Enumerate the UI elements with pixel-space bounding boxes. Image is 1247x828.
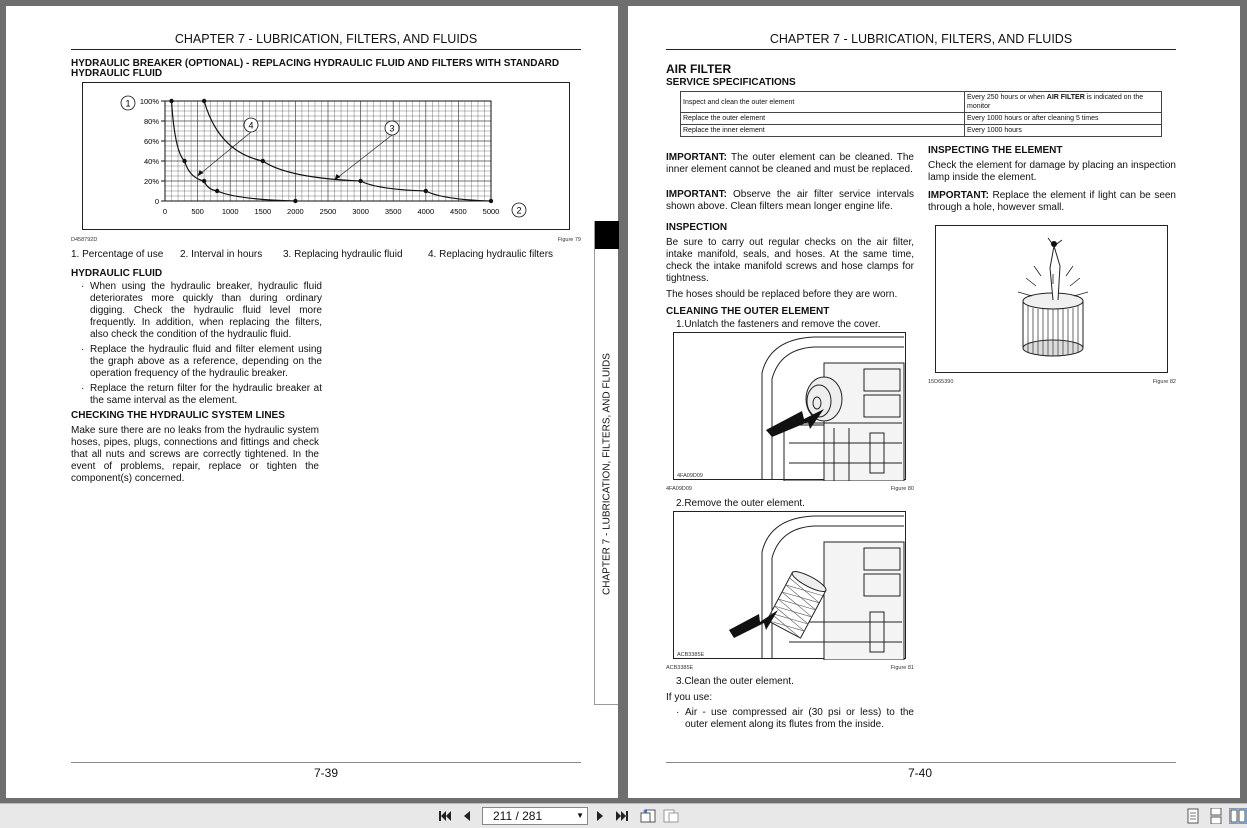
y-tick-label: 80% — [143, 117, 159, 126]
page-title: AIR FILTER — [666, 62, 732, 76]
page-header: CHAPTER 7 - LUBRICATION, FILTERS, AND FLUIDS — [174, 32, 478, 46]
important-note: IMPORTANT: The outer element can be cleaned. The inner element cannot be cleaned and must be replaced. — [666, 152, 914, 175]
table-cell: Every 1000 hours — [965, 125, 1162, 137]
first-page-button[interactable] — [437, 808, 453, 824]
list-item: · Replace the return filter for the hydraulic breaker at the same interval as the element. — [76, 383, 322, 407]
list-item: · Air - use compressed air (30 psi or less) to the outer element along its flutes from the inside. — [671, 707, 914, 731]
page-selector[interactable] — [482, 807, 588, 825]
y-tick-label: 0 — [154, 197, 159, 206]
data-point — [169, 99, 173, 103]
figure-81-image — [673, 511, 906, 659]
header-rule — [71, 49, 581, 50]
continuous-view-button[interactable] — [1208, 808, 1224, 824]
data-point — [489, 199, 493, 203]
last-page-icon — [614, 808, 630, 824]
previous-page-button[interactable] — [460, 808, 474, 824]
table-row — [681, 125, 1162, 137]
forward-view-icon — [662, 808, 680, 824]
tab-marker — [595, 221, 619, 249]
x-tick-label: 3000 — [352, 207, 369, 216]
x-tick-label: 5000 — [482, 207, 500, 216]
x-tick-label: 500 — [191, 207, 204, 216]
cylinder-filter-icon — [767, 568, 828, 638]
single-page-icon — [1185, 808, 1201, 824]
service-spec-table — [680, 91, 1162, 137]
page-indicator: 211 / 281 — [493, 809, 543, 823]
lamp-icon — [1051, 241, 1057, 247]
page-header: CHAPTER 7 - LUBRICATION, FILTERS, AND FLUIDS — [769, 32, 1073, 46]
table-cell: Replace the outer element — [681, 113, 965, 125]
figure-label: Figure 82 — [1152, 379, 1176, 385]
cleaning-title: CLEANING THE OUTER ELEMENT — [666, 306, 830, 317]
footer-rule — [71, 762, 581, 763]
inspection-lamp-illustration — [936, 226, 1169, 374]
callout-label: 1 — [125, 98, 131, 109]
x-tick-label: 3500 — [384, 207, 402, 216]
legend-item: 4. Replacing hydraulic filters — [428, 249, 554, 260]
usage-chart-figure — [82, 82, 570, 230]
data-point — [202, 99, 206, 103]
callout-label: 4 — [248, 120, 254, 131]
data-point — [424, 189, 428, 193]
viewer-toolbar — [0, 803, 1247, 828]
continuous-page-icon — [1208, 808, 1224, 824]
data-point — [293, 199, 297, 203]
hoses-text: The hoses should be replaced before they are worn. — [666, 289, 898, 300]
table-cell: Replace the inner element — [681, 125, 965, 137]
callout-label: 2 — [516, 205, 522, 216]
figure-label: Figure 80 — [890, 486, 914, 492]
step-2: 2.Remove the outer element. — [676, 498, 805, 509]
figure-code: 4FA09D09 — [666, 486, 692, 492]
back-view-icon — [639, 808, 657, 824]
table-row — [681, 113, 1162, 125]
history-back-button[interactable] — [639, 808, 657, 824]
y-tick-label: 100% — [139, 97, 159, 106]
left-page — [6, 6, 618, 798]
y-tick-label: 60% — [143, 137, 159, 146]
table-cell: Every 250 hours or when AIR FILTER is indicated on the monitor — [965, 92, 1162, 113]
legend-item: 1. Percentage of use — [71, 249, 164, 260]
table-row — [681, 92, 1162, 113]
data-point — [182, 159, 186, 163]
figure-80-image — [673, 332, 906, 480]
data-point — [202, 179, 206, 183]
y-tick-label: 20% — [143, 177, 159, 186]
table-cell: Inspect and clean the outer element — [681, 92, 965, 113]
side-tab-label: CHAPTER 7 - LUBRICATION, FILTERS, AND FLUIDS — [601, 353, 613, 595]
data-point — [215, 189, 219, 193]
x-tick-label: 2000 — [287, 207, 304, 216]
hydraulic-fluid-list — [76, 281, 322, 410]
figure-label: Figure 81 — [890, 665, 914, 671]
usage-chart — [83, 83, 571, 231]
figure-inset-code: 4FA09D09 — [677, 473, 703, 479]
figure-82-image — [935, 225, 1168, 373]
x-tick-label: 2500 — [319, 207, 337, 216]
header-rule — [666, 49, 1176, 50]
inspecting-text: Check the element for damage by placing an inspection lamp inside the element. — [928, 160, 1176, 183]
inspection-text: Be sure to carry out regular checks on the air filter, intake manifold, seals, and hoses. At the same time, check the intake manifold screws and hose clamps for tightness. — [666, 237, 914, 284]
hydraulic-fluid-title: HYDRAULIC FLUID — [71, 268, 163, 279]
table-cell: Every 1000 hours or after cleaning 5 times — [965, 113, 1162, 125]
page-number: 7-40 — [907, 766, 933, 780]
x-tick-label: 1500 — [254, 207, 272, 216]
air-list — [671, 707, 914, 734]
figure-code: D458792D — [71, 237, 98, 243]
figure-label: Figure 79 — [557, 237, 581, 243]
single-page-view-button[interactable] — [1185, 808, 1201, 824]
inspection-title: INSPECTION — [666, 222, 728, 233]
history-forward-button[interactable] — [662, 808, 680, 824]
x-tick-label: 0 — [162, 207, 168, 216]
next-page-button[interactable] — [593, 808, 607, 824]
checking-text: Make sure there are no leaks from the hydraulic system hoses, pipes, plugs, connections and fittings and check that all nuts and screws are correctly tightened. In the event of problems, repair, replace or tighten the component(s) concerned. — [71, 425, 319, 484]
facing-pages-view-button[interactable] — [1229, 808, 1247, 824]
facing-pages-icon — [1230, 809, 1246, 823]
legend-item: 3. Replacing hydraulic fluid — [283, 249, 403, 260]
checking-title: CHECKING THE HYDRAULIC SYSTEM LINES — [71, 410, 285, 421]
inspecting-title: INSPECTING THE ELEMENT — [928, 145, 1063, 156]
figure-code: 15D65390 — [928, 379, 954, 385]
air-cleaner-cover-illustration — [674, 333, 907, 481]
right-page — [628, 6, 1240, 798]
figure-inset-code: ACB3385E — [677, 652, 705, 658]
legend-item: 2. Interval in hours — [180, 249, 263, 260]
x-tick-label: 1000 — [221, 207, 239, 216]
outer-element-removal-illustration — [674, 512, 907, 660]
step-3: 3.Clean the outer element. — [676, 676, 794, 687]
section-title: HYDRAULIC BREAKER (OPTIONAL) - REPLACING HYDRAULIC FLUID AND FILTERS WITH STANDARD HYDRAULIC FLUID — [71, 58, 560, 79]
list-item: · When using the hydraulic breaker, hydraulic fluid deteriorates more quickly than during ordinary digging. Check the hydraulic fluid level more frequently. In addition, when replacing the filters, also check the condition of the hydraulic fluid. — [76, 281, 322, 341]
next-page-icon — [593, 808, 607, 824]
data-point — [261, 159, 265, 163]
y-tick-label: 40% — [143, 157, 159, 166]
chapter-side-tab — [594, 221, 618, 705]
footer-rule — [666, 762, 1176, 763]
previous-page-icon — [460, 808, 474, 824]
figure-code: ACB3385E — [666, 665, 694, 671]
data-point — [358, 179, 362, 183]
chevron-down-icon: ▼ — [576, 811, 584, 820]
important-note: IMPORTANT: Observe the air filter service intervals shown above. Clean filters mean longer engine life. — [666, 189, 914, 212]
page-number: 7-39 — [313, 766, 339, 780]
last-page-button[interactable] — [614, 808, 630, 824]
section-subtitle: SERVICE SPECIFICATIONS — [666, 77, 796, 88]
list-item: · Replace the hydraulic fluid and filter element using the graph above as a reference, depending on the operation frequency of the hydraulic breaker. — [76, 344, 322, 380]
callout-leader — [335, 135, 392, 180]
callout-label: 3 — [389, 123, 395, 134]
if-you-use-text: If you use: — [666, 692, 713, 703]
step-1: 1.Unlatch the fasteners and remove the cover. — [676, 319, 881, 330]
first-page-icon — [437, 808, 453, 824]
important-note: IMPORTANT: Replace the element if light can be seen through a hole, however small. — [928, 190, 1176, 213]
x-tick-label: 4500 — [450, 207, 467, 216]
x-tick-label: 4000 — [417, 207, 435, 216]
